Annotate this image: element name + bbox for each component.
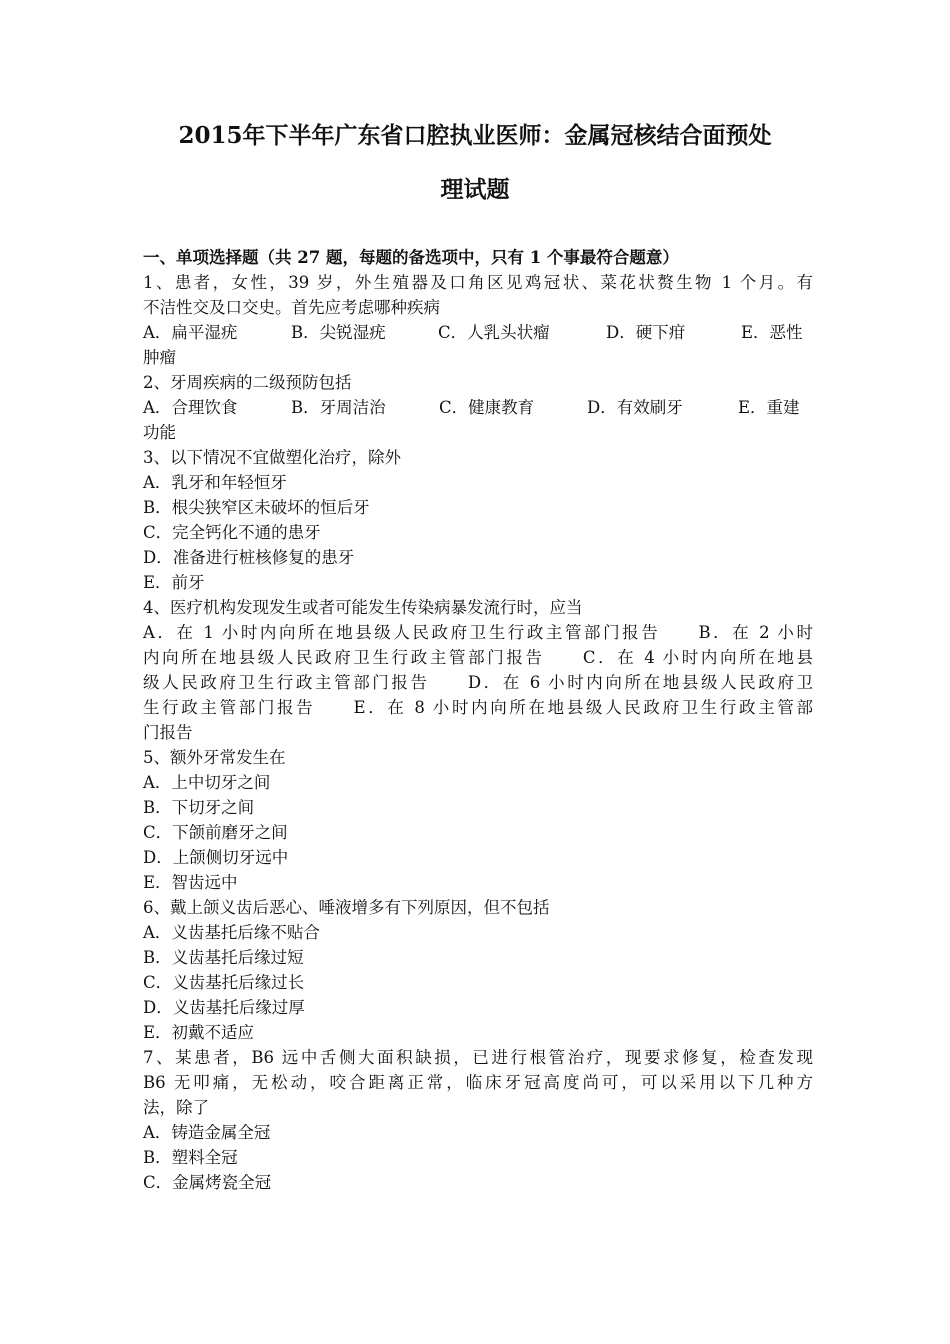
q2-options-row [143,395,813,420]
q6-option-e: E．初戴不适应 [143,1023,255,1042]
q4-options-line-2: 内向所在地县级人民政府卫生行政主管部门报告 C．在 4 小时内向所在地县 [143,648,813,667]
q4-options-line-5: 门报告 [143,723,193,742]
q5-option-e: E．智齿远中 [143,873,238,892]
q3-option-a: A．乳牙和年轻恒牙 [143,473,287,492]
q6-option-b: B．义齿基托后缘过短 [143,948,304,967]
q2-option-c: C．健康教育 [439,398,535,417]
q5-stem: 5、额外牙常发生在 [143,748,286,767]
q3-stem: 3、以下情况不宜做塑化治疗，除外 [143,448,401,467]
q2-option-e: E．重建 [738,398,800,417]
q7-stem-line-1: 7、某患者，B6 远中舌侧大面积缺损，已进行根管治疗，现要求修复，检查发现 [143,1048,813,1067]
q1-option-c: C．人乳头状瘤 [438,323,550,342]
q1-stem-line-1: 1、患者，女性，39 岁，外生殖器及口角区见鸡冠状、菜花状赘生物 1 个月。有 [143,273,813,292]
document-title-line-1: 2015年下半年广东省口腔执业医师：金属冠核结合面预处 [178,122,772,149]
q2-option-b: B．牙周洁治 [291,398,386,417]
q1-option-a: A．扁平湿疣 [143,323,238,342]
q4-options-line-4: 生行政主管部门报告 E．在 8 小时内向所在地县级人民政府卫生行政主管部 [143,698,813,717]
q1-options-row [143,320,813,345]
q5-option-a: A．上中切牙之间 [143,773,271,792]
q2-option-d: D．有效刷牙 [587,398,683,417]
q5-option-b: B．下切牙之间 [143,798,255,817]
q7-stem-line-2: B6 无叩痛，无松动，咬合距离正常，临床牙冠高度尚可，可以采用以下几种方 [143,1073,813,1092]
q4-options-line-3: 级人民政府卫生行政主管部门报告 D．在 6 小时内向所在地县级人民政府卫 [143,673,813,692]
q6-stem: 6、戴上颌义齿后恶心、唾液增多有下列原因，但不包括 [143,898,550,917]
q3-option-c: C．完全钙化不通的患牙 [143,523,321,542]
q1-option-b: B．尖锐湿疣 [291,323,386,342]
q4-stem: 4、医疗机构发现发生或者可能发生传染病暴发流行时，应当 [143,598,583,617]
q1-stem-line-2: 不洁性交及口交史。首先应考虑哪种疾病 [143,298,440,317]
q6-option-a: A．义齿基托后缘不贴合 [143,923,320,942]
q2-option-e-continued: 功能 [143,423,176,442]
q3-option-b: B．根尖狭窄区未破坏的恒后牙 [143,498,370,517]
q7-option-b: B．塑料全冠 [143,1148,238,1167]
q5-option-d: D．上颌侧切牙远中 [143,848,289,867]
q1-option-e: E．恶性 [741,323,803,342]
q7-option-a: A．铸造金属全冠 [143,1123,271,1142]
q5-option-c: C．下颌前磨牙之间 [143,823,288,842]
section-heading: 一、单项选择题（共 27 题，每题的备选项中，只有 1 个事最符合题意） [143,248,679,267]
q2-stem: 2、牙周疾病的二级预防包括 [143,373,352,392]
question-list [143,245,813,1195]
q1-option-d: D．硬下疳 [606,323,686,342]
q7-stem-line-3: 法，除了 [143,1098,209,1117]
q3-option-d: D．准备进行桩核修复的患牙 [143,548,355,567]
q6-option-d: D．义齿基托后缘过厚 [143,998,305,1017]
q2-option-a: A．合理饮食 [143,398,238,417]
q6-option-c: C．义齿基托后缘过长 [143,973,305,992]
q3-option-e: E．前牙 [143,573,205,592]
q1-option-e-continued: 肿瘤 [143,348,176,367]
document-title-line-2: 理试题 [440,176,510,203]
q4-options-line-1: A．在 1 小时内向所在地县级人民政府卫生行政主管部门报告 B．在 2 小时 [143,623,813,642]
q7-option-c: C．金属烤瓷全冠 [143,1173,272,1192]
